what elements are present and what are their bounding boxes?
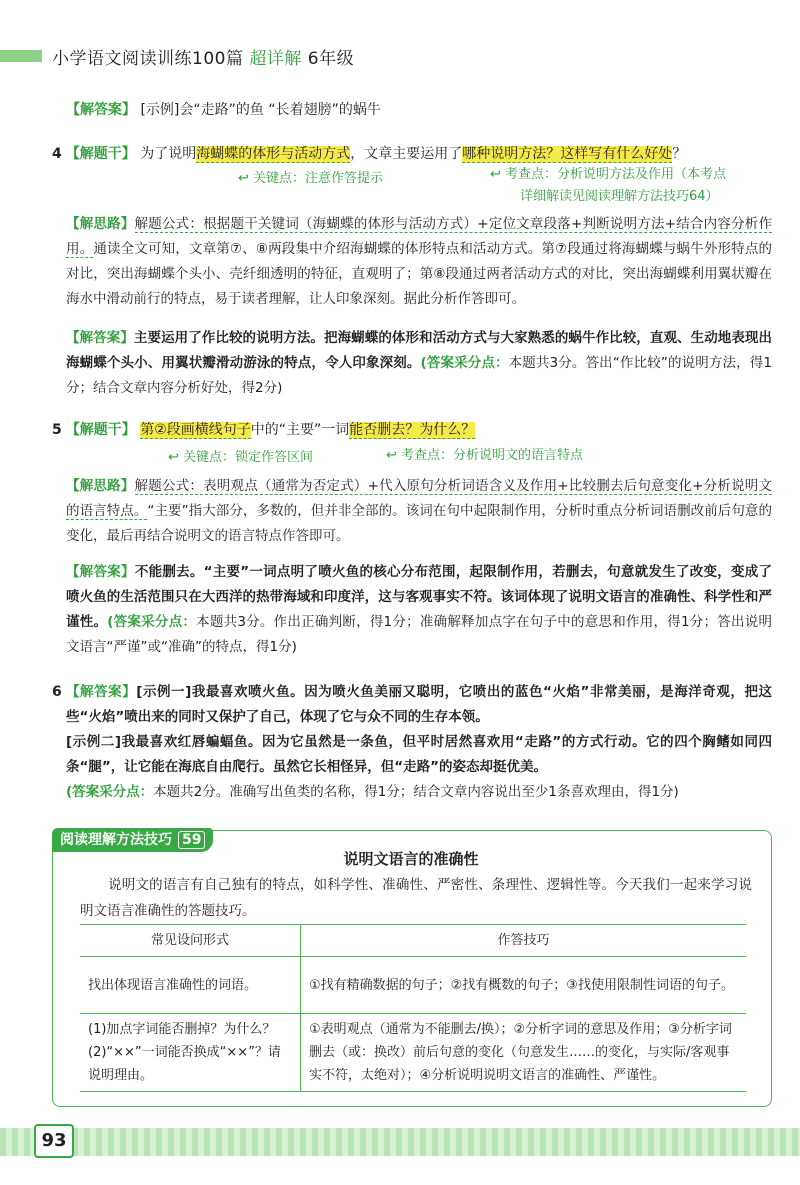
table-cell-technique: ①找有精确数据的句子；②找有概数的句子；③找使用限制性词语的句子。 xyxy=(301,957,747,1014)
q4-stem-end: ？ xyxy=(672,146,687,162)
q5-key-hint-text: 关键点：锁定作答区间 xyxy=(183,450,314,465)
q4-stem-text-a: 为了说明 xyxy=(140,146,197,162)
table-header-question: 常见设问形式 xyxy=(80,925,301,957)
q4-ask-phrase: 哪种说明方法？这样写有什么好处 xyxy=(462,146,673,162)
q6-example-2: [示例二]我最喜欢红唇蝙蝠鱼。因为它虽然是一条鱼，但平时居然喜欢用“走路”的方式行动。它的四个胸鳍如同四条“腿”，让它能在海底自由爬行。虽然它长相怪异，但“走路”的姿态却挺优美。 xyxy=(66,734,772,775)
stem-tag: 【解题干】 xyxy=(65,146,136,162)
table-header-technique: 作答技巧 xyxy=(301,925,747,957)
tips-table xyxy=(80,924,746,1092)
tips-title: 说明文语言的准确性 xyxy=(343,850,479,868)
q4-key-hint-text: 关键点：注意作答提示 xyxy=(253,171,384,186)
book-highlight: 超详解 xyxy=(249,49,302,69)
tips-label-text: 阅读理解方法技巧 xyxy=(60,832,172,848)
q6-number-row xyxy=(52,682,66,702)
tips-intro: 说明文的语言有自己独有的特点，如科学性、准确性、严密性、条理性、逻辑性等。今天我们一起来学习说明文语言准确性的答题技巧。 xyxy=(80,877,752,919)
q4-think-text: 通读全文可知，文章第⑦、⑧两段集中介绍海蝴蝶的体形特点和活动方式。第⑦段通过将海蝴蝶与蜗牛外形特点的对比，突出海蝴蝶个头小、壳纤细透明的特征，直观明了；第⑧段通过两者活动方式的对比，突出海蝴蝶利用翼状瓣在海水中滑动前行的特点，易于读者理解，让人印象深刻。据此分析作答即可。 xyxy=(66,241,773,307)
table-header-row xyxy=(80,925,746,957)
q4-stem xyxy=(52,144,686,164)
think-tag: 【解思路】 xyxy=(66,478,135,494)
q5-stem xyxy=(52,420,475,440)
score-tag: (答案采分点： xyxy=(420,355,509,371)
answer-tag: 【解答案】 xyxy=(66,684,137,700)
table-cell-technique: ①表明观点（通常为不能删去/换）；②分析字词的意思及作用；③分析字词删去（或：换改）前后句意的变化（句意发生……的变化，与实际/客观事实不符，太绝对）；④分析说明说明文语言的准确性、严谨性。 xyxy=(301,1014,747,1092)
table-cell-question: 找出体现语言准确性的词语。 xyxy=(80,957,301,1014)
score-tag: (答案采分点： xyxy=(66,784,154,800)
footer-band xyxy=(0,1128,800,1156)
q4-think xyxy=(66,212,772,312)
q5-key-phrase: 第②段画横线句子 xyxy=(140,422,251,438)
table-question-1: (1)加点字词能否删掉？为什么？ xyxy=(88,1022,276,1037)
q4-answer-text: 主要运用了作比较的说明方法。把海蝴蝶的体形和活动方式与大家熟悉的蜗牛作比较，直观、生动地表现出海蝴蝶个头小、用翼状瓣滑动游泳的特点，令人印象深刻。 xyxy=(66,330,773,371)
q5-think xyxy=(66,474,772,549)
answer-tag: 【解答案】 xyxy=(66,330,134,346)
q5-score-text: 本题共3分。作出正确判断，得1分；准确解释加点字在句子中的意思和作用，得1分；答出说明文语言“严谨”或“准确”的特点，得1分) xyxy=(66,614,772,655)
q4-answer xyxy=(66,326,772,401)
q4-number: 4 xyxy=(52,146,62,162)
q6-score-text: 本题共2分。准确写出鱼类的名称，得1分；结合文章内容说出至少1条喜欢理由，得1分) xyxy=(153,784,679,800)
tips-label-number: 59 xyxy=(178,831,205,849)
q6-number: 6 xyxy=(52,684,62,700)
q4-key-phrase: 海蝴蝶的体形与活动方式 xyxy=(196,146,351,162)
q5-number: 5 xyxy=(52,422,62,438)
q4-exam-hint-a: 考查点：分析说明方法及作用（本考点 xyxy=(505,167,727,182)
score-tag: (答案采分点： xyxy=(107,614,197,630)
table-row xyxy=(80,957,746,1014)
q5-formula: 解题公式：表明观点（通常为否定式）+代入原句分析词语含义及作用+比较删去后句意变化+分析说明文的语言特点。 xyxy=(66,478,773,519)
q5-answer-text: 不能删去。“主要”一词点明了喷火鱼的核心分布范围，起限制作用，若删去，句意就发生了改变，变成了喷火鱼的生活范围只在大西洋的热带海域和印度洋，这与客观事实不符。该词体现了说明文语言的准确性、科学性和严谨性。 xyxy=(66,564,773,630)
q4-formula: 解题公式：根据题干关键词（海蝴蝶的体形与活动方式）+定位文章段落+判断说明方法+结合内容分析作用。 xyxy=(66,216,773,257)
q5-key-hint: ↩ 关键点：锁定作答区间 xyxy=(168,450,314,465)
table-question-2: (2)“××”一词能否换成“××”？请说明理由。 xyxy=(88,1045,281,1083)
book-grade: 6年级 xyxy=(307,49,355,69)
book-title: 小学语文阅读训练100篇 xyxy=(52,49,244,69)
q6-example-1: [示例一]我最喜欢喷火鱼。因为喷火鱼美丽又聪明，它喷出的蓝色“火焰”非常美丽，是海洋奇观，把这些“火焰”喷出来的同时又保护了自己，体现了它与众不同的生存本领。 xyxy=(66,684,773,725)
header-bar xyxy=(0,50,42,62)
running-header xyxy=(52,44,354,69)
think-tag: 【解思路】 xyxy=(66,216,135,232)
q4-score-text: 本题共3分。答出“作比较”的说明方法，得1分；结合文章内容分析好处，得2分) xyxy=(66,355,773,396)
q6-answer xyxy=(66,680,772,805)
stem-tag: 【解题干】 xyxy=(65,422,136,438)
q3-answer xyxy=(66,100,381,120)
q4-exam-hint: ↩ 考查点：分析说明方法及作用（本考点 xyxy=(490,167,727,182)
page-number: 93 xyxy=(34,1124,74,1158)
q5-think-text: “主要”指大部分，多数的，但并非全部的。该词在句中起限制作用，分析时重点分析词语删改前后句意的变化，最后再结合说明文的语言特点作答即可。 xyxy=(66,503,772,544)
q3-answer-text: [示例]会“走路”的鱼 “长着翅膀”的蜗牛 xyxy=(140,102,381,118)
q5-stem-text: 中的“主要”一词 xyxy=(250,422,350,438)
answer-tag: 【解答案】 xyxy=(66,564,135,580)
q5-exam-hint: ↩ 考查点：分析说明文的语言特点 xyxy=(386,448,584,463)
q5-ask-phrase: 能否删去？为什么？ xyxy=(349,422,476,438)
q5-exam-hint-text: 考查点：分析说明文的语言特点 xyxy=(401,448,584,463)
table-row xyxy=(80,1014,746,1092)
answer-tag: 【解答案】 xyxy=(66,102,136,118)
q5-answer xyxy=(66,560,772,660)
q4-key-hint: ↩ 关键点：注意作答提示 xyxy=(238,171,384,186)
table-cell-question xyxy=(80,1014,301,1092)
q4-stem-text-b: ，文章主要运用了 xyxy=(350,146,463,162)
q4-exam-hint-b: 详细解读见阅读理解方法技巧64） xyxy=(520,189,719,204)
